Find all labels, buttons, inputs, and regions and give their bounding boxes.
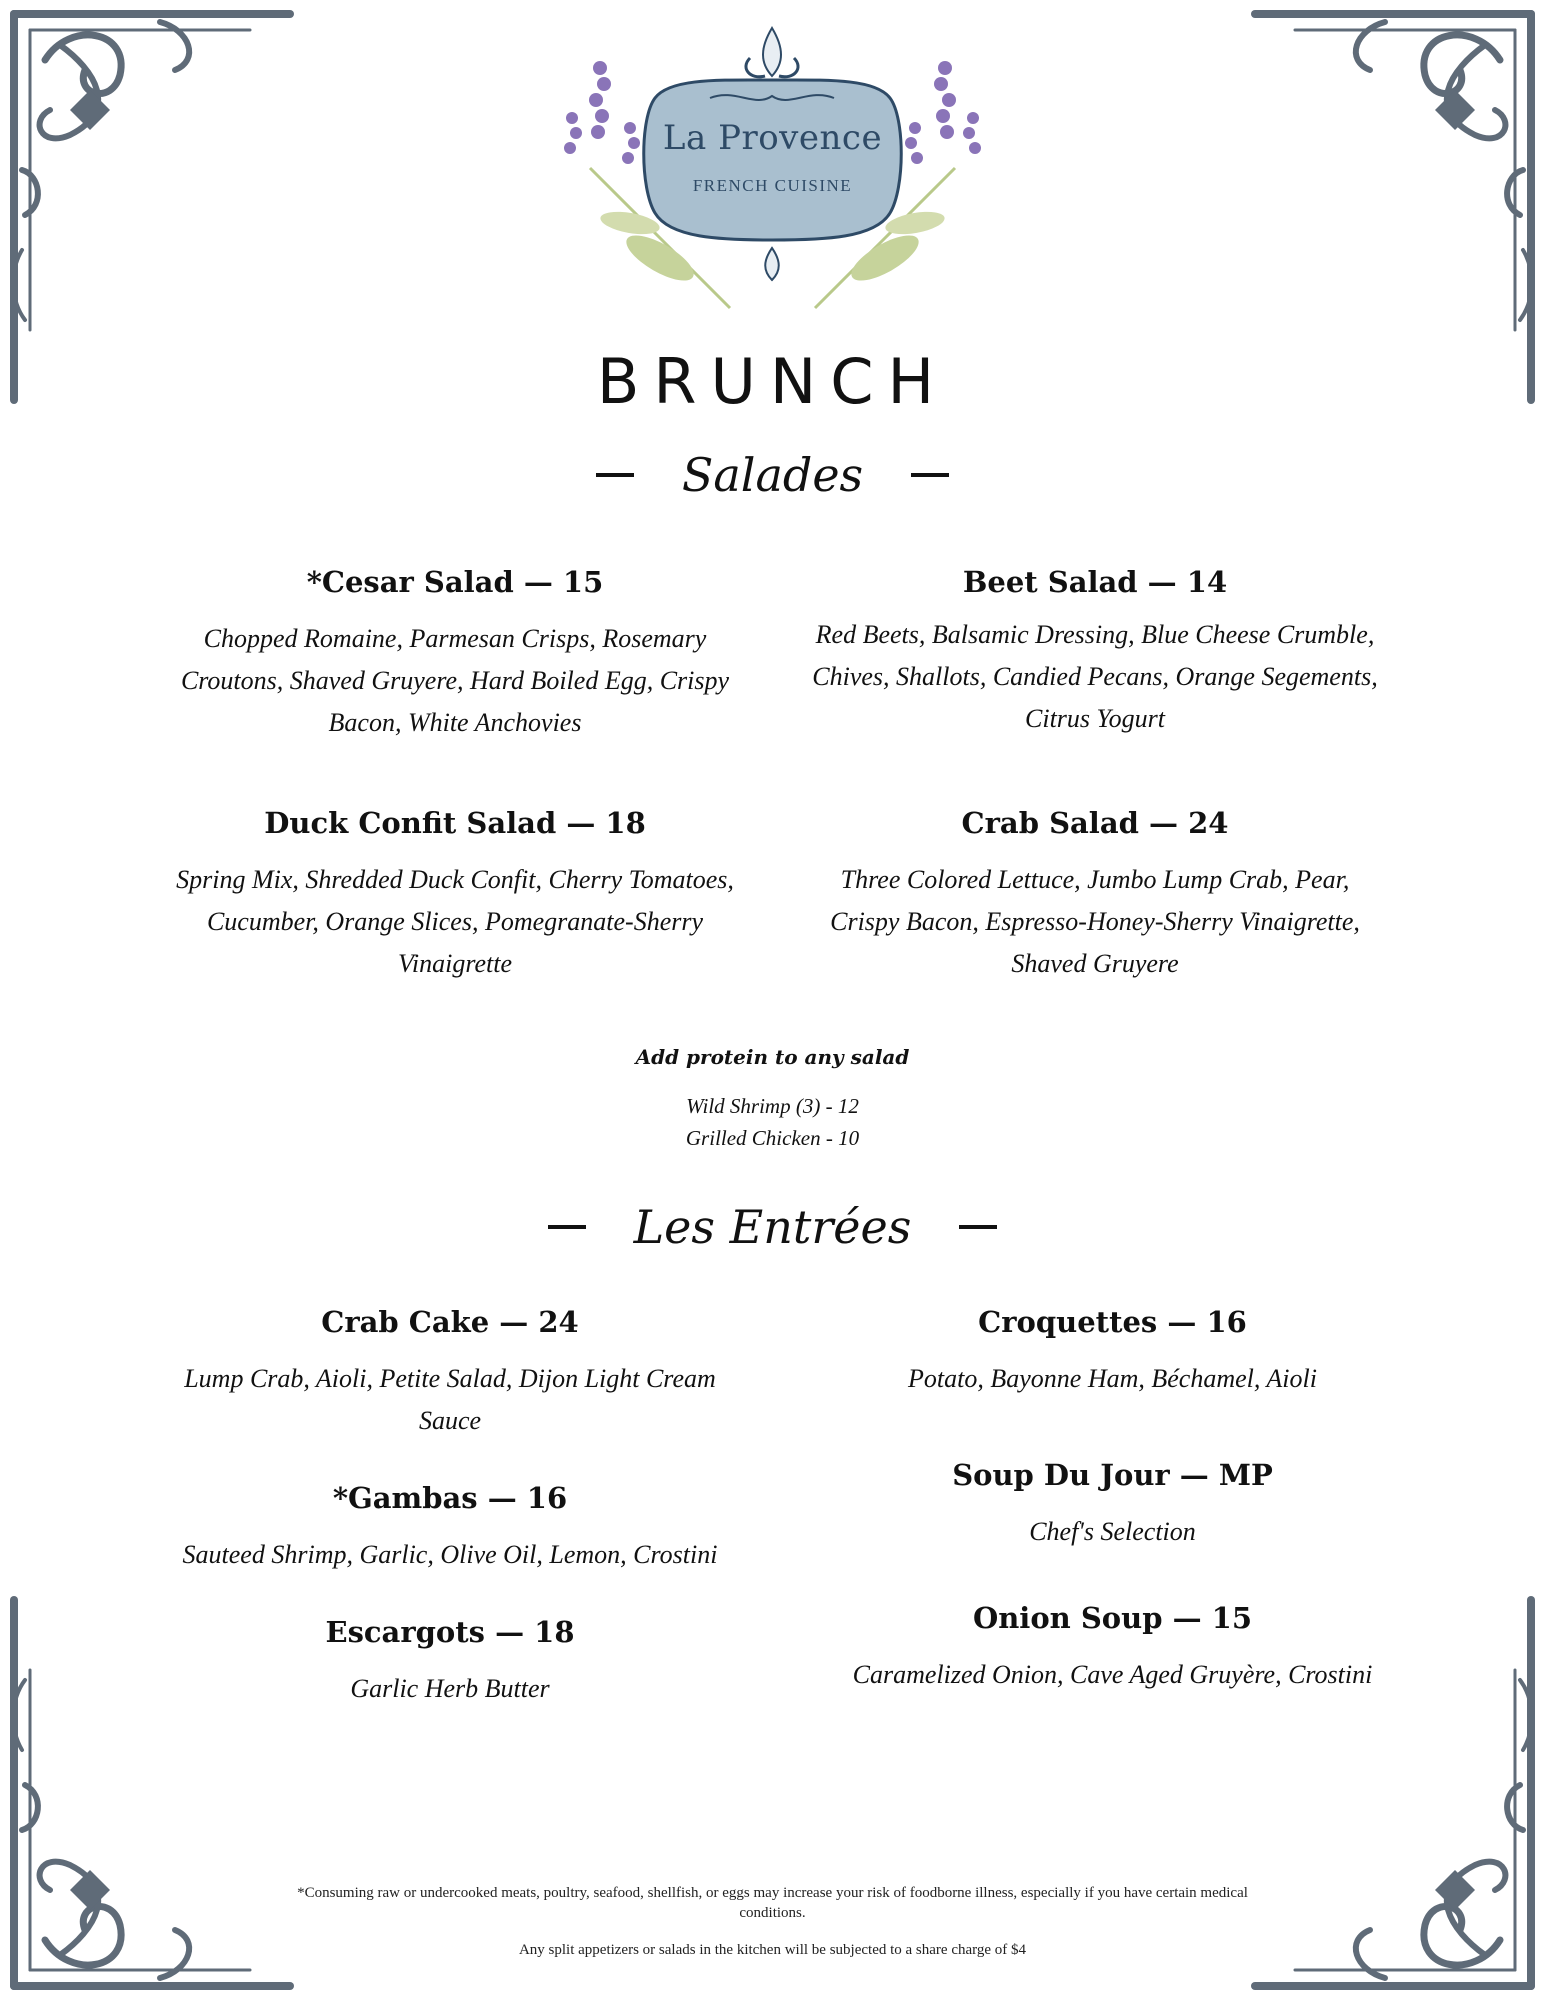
section-heading-salades [0, 448, 1545, 502]
item-name: Duck Confit Salad — 18 [264, 806, 646, 840]
item-description: Chopped Romaine, Parmesan Crisps, Rosemary Croutons, Shaved Gruyere, Hard Boiled Egg, Crispy Bacon, White Anchovies [180, 624, 730, 737]
item-name: Crab Salad — 24 [961, 806, 1229, 840]
page-title: BRUNCH [596, 345, 949, 418]
heading-dash-left [596, 473, 634, 477]
item-description: Chef's Selection [1029, 1517, 1196, 1546]
protein-options [0, 1090, 1545, 1154]
item-description: Potato, Bayonne Ham, Béchamel, Aioli [908, 1364, 1317, 1393]
split-charge-note: Any split appetizers or salads in the kitchen will be subjected to a share charge of $4 [518, 1942, 1027, 1958]
add-protein-block [0, 1042, 1545, 1154]
item-description: Garlic Herb Butter [350, 1674, 550, 1703]
menu-item-crab-cake [165, 1302, 735, 1442]
lavender-plaque-icon [560, 18, 985, 318]
item-name: Croquettes — 16 [978, 1305, 1247, 1339]
logo-subtitle: FRENCH CUISINE [692, 176, 853, 195]
item-name: *Cesar Salad — 15 [306, 565, 604, 599]
item-name: Beet Salad — 14 [962, 565, 1228, 599]
item-name: Escargots — 18 [325, 1615, 575, 1649]
item-name: Onion Soup — 15 [972, 1601, 1253, 1635]
restaurant-logo [560, 18, 985, 318]
item-description: Red Beets, Balsamic Dressing, Blue Cheese Crumble, Chives, Shallots, Candied Pecans, Orange Segements, Citrus Yogurt [812, 620, 1378, 733]
menu-item-gambas [165, 1478, 735, 1576]
section-heading-entrees [0, 1200, 1545, 1254]
menu-item-duck-confit-salad [175, 803, 735, 985]
section-title: Salades [681, 448, 864, 502]
menu-item-cesar-salad [175, 562, 735, 744]
item-description: Spring Mix, Shredded Duck Confit, Cherry Tomatoes, Cucumber, Orange Slices, Pomegranate-Sherry Vinaigrette [176, 865, 734, 978]
menu-item-crab-salad [810, 803, 1380, 985]
item-name: *Gambas — 16 [332, 1481, 568, 1515]
item-description: Lump Crab, Aioli, Petite Salad, Dijon Light Cream Sauce [184, 1364, 716, 1435]
item-name: Soup Du Jour — MP [952, 1458, 1273, 1492]
heading-dash-left [548, 1225, 586, 1229]
menu-item-escargots [165, 1612, 735, 1710]
protein-option: Grilled Chicken - 10 [685, 1126, 860, 1150]
food-safety-warning: *Consuming raw or undercooked meats, poultry, seafood, shellfish, or eggs may increase your risk of foodborne illness, especially if you have certain medical conditions. [297, 1885, 1248, 1921]
menu-item-soup-du-jour [830, 1455, 1395, 1553]
protein-option: Wild Shrimp (3) - 12 [686, 1094, 859, 1118]
logo-name: La Provence [662, 118, 883, 158]
menu-item-croquettes [830, 1302, 1395, 1400]
item-description: Caramelized Onion, Cave Aged Gruyère, Crostini [852, 1660, 1373, 1689]
menu-item-onion-soup [830, 1598, 1395, 1696]
add-protein-title: Add protein to any salad [635, 1045, 910, 1069]
item-description: Three Colored Lettuce, Jumbo Lump Crab, Pear, Crispy Bacon, Espresso-Honey-Sherry Vinaigrette, Shaved Gruyere [830, 865, 1360, 978]
item-name: Crab Cake — 24 [321, 1305, 579, 1339]
heading-dash-right [959, 1225, 997, 1229]
section-title: Les Entrées [633, 1200, 912, 1254]
heading-dash-right [911, 473, 949, 477]
item-description: Sauteed Shrimp, Garlic, Olive Oil, Lemon, Crostini [182, 1540, 718, 1569]
menu-item-beet-salad [810, 562, 1380, 740]
